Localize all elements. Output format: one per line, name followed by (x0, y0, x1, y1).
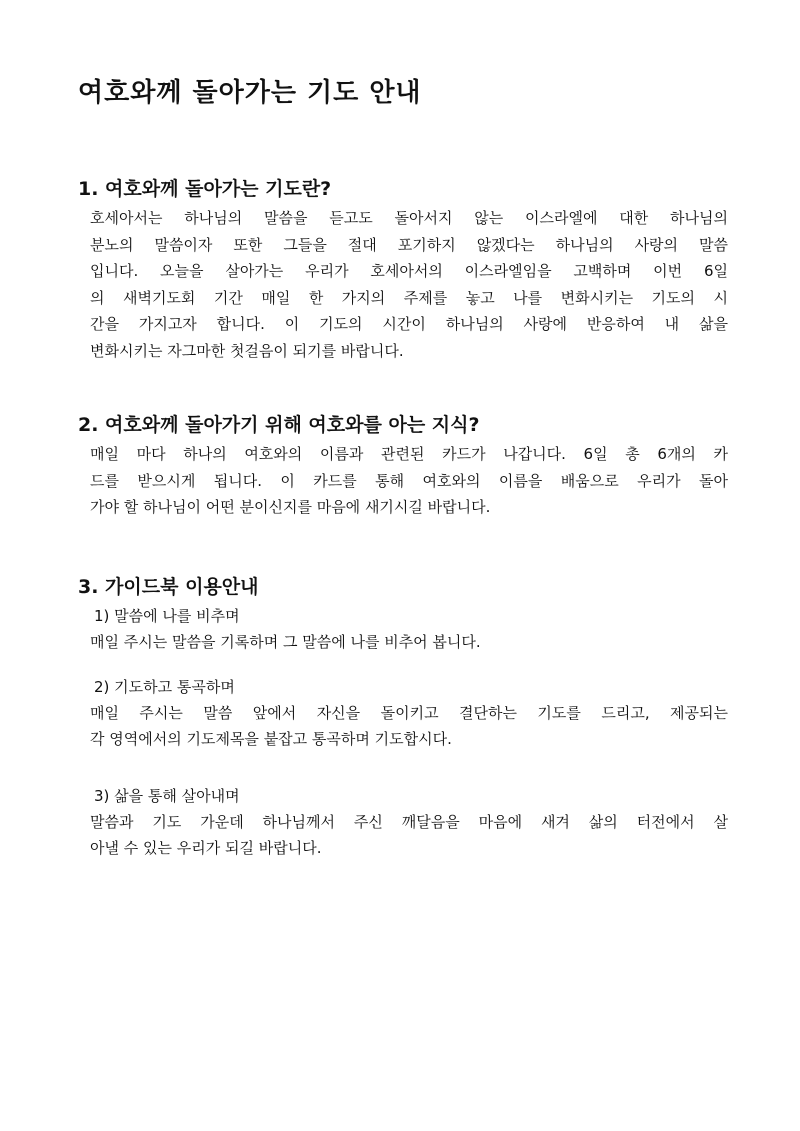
guide-item-label: 1) 말씀에 나를 비추며 (94, 607, 240, 625)
section-heading: 1. 여호와께 돌아가는 기도란? (78, 178, 332, 200)
guide-item (78, 674, 728, 753)
paragraph-line: 매일 주시는 말씀을 기록하며 그 말씀에 나를 비추어 봅니다. (90, 633, 481, 651)
section-knowing-god (78, 412, 728, 521)
paragraph-line: 말씀과 기도 가운데 하나님께서 주신 깨달음을 마음에 새겨 삶의 터전에서 살 (90, 812, 728, 831)
paragraph-line: 입니다. 오늘을 살아가는 우리가 호세아서의 이스라엘임을 고백하며 이번 6일 (90, 262, 728, 280)
paragraph-line: 의 새벽기도회 기간 매일 한 가지의 주제를 놓고 나를 변화시키는 기도의 시 (90, 288, 728, 307)
section-paragraph (78, 441, 728, 521)
guide-item-label: 3) 삶을 통해 살아내며 (94, 786, 240, 805)
paragraph-line: 매일 주시는 말씀 앞에서 자신을 돌이키고 결단하는 기도를 드리고, 제공되는 (90, 703, 728, 722)
paragraph-line: 변화시키는 자그마한 첫걸음이 되기를 바랍니다. (90, 341, 404, 360)
paragraph-line: 간을 가지고자 합니다. 이 기도의 시간이 하나님의 사랑에 반응하여 내 삶을 (90, 315, 728, 333)
paragraph-line: 분노의 말씀이자 또한 그들을 절대 포기하지 않겠다는 하나님의 사랑의 말씀 (90, 235, 728, 254)
guide-item-body (78, 809, 728, 862)
section-guidebook (78, 574, 728, 862)
paragraph-line: 아낼 수 있는 우리가 되길 바랍니다. (90, 839, 322, 857)
guide-item-body (78, 700, 728, 753)
guide-item-body (78, 629, 728, 656)
section-heading: 3. 가이드북 이용안내 (78, 576, 259, 598)
section-heading: 2. 여호와께 돌아가기 위해 여호와를 아는 지식? (78, 414, 480, 436)
paragraph-line: 가야 할 하나님이 어떤 분이신지를 마음에 새기시길 바랍니다. (90, 498, 491, 516)
guide-item (78, 783, 728, 862)
document-title: 여호와께 돌아가는 기도 안내 (78, 78, 422, 108)
paragraph-line: 드를 받으시게 됩니다. 이 카드를 통해 여호와의 이름을 배움으로 우리가 돌아 (90, 471, 728, 490)
guide-item (78, 603, 728, 656)
paragraph-line: 호세아서는 하나님의 말씀을 듣고도 돌아서지 않는 이스라엘에 대한 하나님의 (90, 209, 728, 227)
guide-item-label: 2) 기도하고 통곡하며 (94, 677, 235, 696)
paragraph-line: 매일 마다 하나의 여호와의 이름과 관련된 카드가 나갑니다. 6일 총 6개의 카 (90, 445, 728, 463)
section-paragraph (78, 205, 728, 364)
paragraph-line: 각 영역에서의 기도제목을 붙잡고 통곡하며 기도합시다. (90, 730, 452, 748)
section-what-is-prayer (78, 176, 728, 364)
